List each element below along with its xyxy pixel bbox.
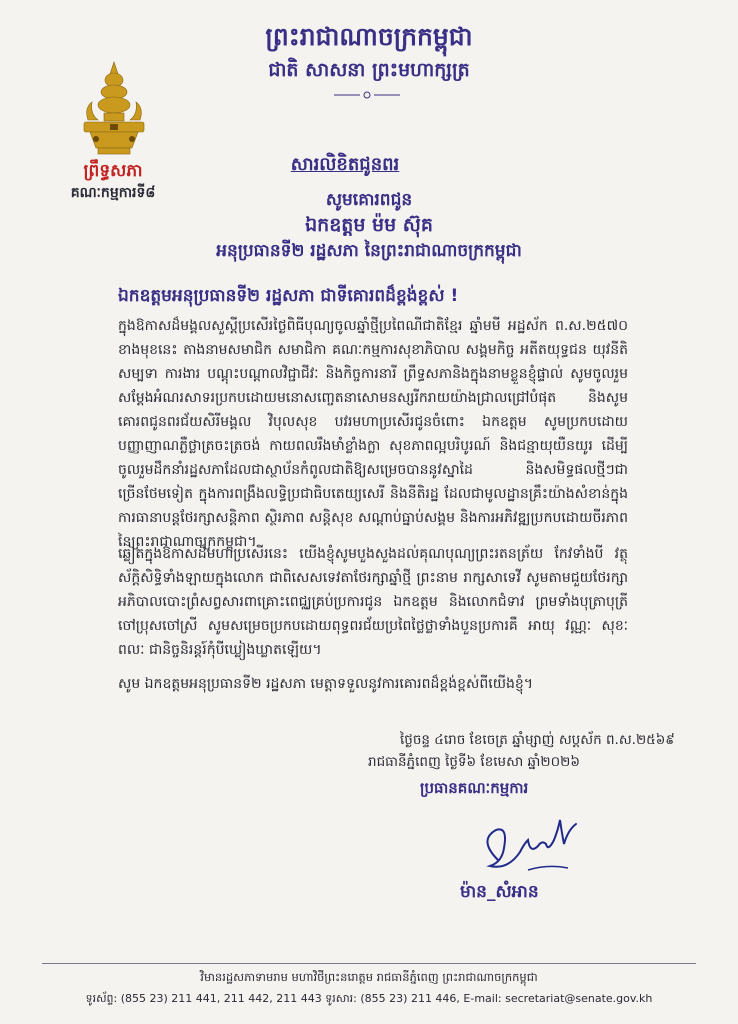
recipient-name: ឯកឧត្តម ម៉ម ស៊ុគ	[305, 214, 433, 236]
letter-title: សារលិខិតជូនពរ	[290, 154, 400, 175]
national-motto: ជាតិ សាសនា ព្រះមហាក្សត្រ	[268, 59, 470, 81]
place-date: រាជធានីភ្នំពេញ ថ្ងៃទី៦ ខែមេសា ឆ្នាំ២០២៦	[368, 754, 580, 770]
lunar-date: ថ្ងៃចន្ទ ៤រោច ខែចេត្រ ឆ្នាំម្សាញ់ សប្តស័ក ព.ស.២៥៦៩	[400, 732, 675, 748]
kingdom-title: ព្រះរាជាណាចក្រកម្ពុជា	[265, 22, 473, 51]
senate-emblem-icon	[74, 58, 154, 158]
sender-org-name: ព្រឹទ្ធសភា	[83, 161, 143, 181]
salutation: ឯកឧត្តមអនុប្រធានទី២ រដ្ឋសភា ជាទីគោរពដ៏ខ្ពង់ខ្ពស់ !	[118, 286, 459, 306]
body-paragraph-1: ក្នុងឱកាសដ៏មង្គលសួស្តីប្រសើរថ្ងៃពិធីបុណ្យចូលឆ្នាំថ្មីប្រពៃណីជាតិខ្មែរ ឆ្នាំមមី អដ្ឋស័ក ព.ស.២៥៧០ ខាងមុខនេះ តាងនាមសមាជិក សមាជិកា គណៈកម្មការសុខាភិបាល សង្គមកិច្ច អតីតយុទ្ធជន យុវនីតិសម្បទា ការងារ បណ្តុះបណ្តាលវិជ្ជាជីវៈ និងកិច្ចការនារី ព្រឹទ្ធសភានិងក្នុងនាមខ្លួនខ្ញុំផ្ទាល់ សូមចូលរួមសម្តែងអំណរសាទរប្រកបដោយមនោសញ្ចេតនាសោមនស្សរីករាយយ៉ាងជ្រាលជ្រៅបំផុត និងសូមគោរពជូនពរជ័យសិរីមង្គល វិបុលសុខ បវរមហាប្រសើរជូនចំពោះ ឯកឧត្តម សូមប្រកបដោយបញ្ញាញាណភ្លឺថ្លាត្រចះត្រចង់ កាយពលរឹងមាំខ្លាំងក្លា សុខភាពល្អបរិបូរណ៍ និងជន្មាយុយឺនយូរ ដើម្បីចូលរួមដឹកនាំរដ្ឋសភាដែលជាស្ថាប័នកំពូលជាតិឱ្យសម្រេចបាននូវស្នាដៃ និងសមិទ្ធផលថ្មីៗជាច្រើនថែមទៀត ក្នុងការពង្រឹងលទ្ធិប្រជាធិបតេយ្យសេរី និងនីតិរដ្ឋ ដែលជាមូលដ្ឋានគ្រឹះយ៉ាងសំខាន់ក្នុងការធានាបន្តថែរក្សាសន្តិភាព ស្ថិរភាព សន្តិសុខ សណ្តាប់ធ្នាប់សង្គម និងការអភិវឌ្ឍប្រកបដោយចីរភាព នៃព្រះរាជាណាចក្រកម្ពុជា។	[118, 318, 628, 550]
footer-divider	[42, 963, 696, 964]
footer-address: វិមានរដ្ឋសភាទាមរាម មហាវិថីព្រះនរោត្តម រាជធានីភ្នំពេញ ព្រះរាជាណាចក្រកម្ពុជា	[200, 970, 538, 984]
signer-name: ម៉ាន_សំអាន	[460, 882, 539, 902]
sender-committee: គណៈកម្មការទី៨	[70, 185, 156, 201]
body-paragraph-2: ឆ្លៀតក្នុងឱកាសដ៏មហាប្រសើរនេះ យើងខ្ញុំសូមបួងសួងដល់គុណបុណ្យព្រះរតនត្រ័យ កែវទាំងបី វត្ថុស័ក្តិសិទ្ធិទាំងឡាយក្នុងលោក ជាពិសេសទេវតាថែរក្សាឆ្នាំថ្មី ព្រះនាម រាក្សសាទេវី សូមតាមជួយថែរក្សាអភិបាលបោះព្រំសព្វសារពាគ្រោះពេជ្ឈគ្រប់ប្រការជូន ឯកឧត្តម និងលោកជំទាវ ព្រមទាំងបុត្រាបុត្រី ចៅប្រុសចៅស្រី សូមសម្រេចប្រកបដោយពុទ្ធពរជ័យប្រពៃថ្លៃថ្លាទាំងបួនប្រការគឺ អាយុ វណ្ណៈ សុខៈ ពលៈ ជានិច្ចនិរន្តរ៍កុំបីឃ្លៀងឃ្លាតឡើយ។	[118, 546, 628, 658]
footer-contact: ទូរស័ព្ទ: (855 23) 211 441, 211 442, 211 443 ទូរសារ: (855 23) 211 446, E-mail: secretariat@senate.gov.kh	[85, 992, 653, 1005]
chair-title: ប្រធានគណៈកម្មការ	[420, 779, 529, 797]
body-paragraph-3: សូម ឯកឧត្តមអនុប្រធានទី២ រដ្ឋសភា មេត្តាទទួលនូវការគោរពដ៏ខ្ពង់ខ្ពស់ពីយើងខ្ញុំ។	[118, 676, 534, 692]
recipient-title: អនុប្រធានទី២ រដ្ឋសភា នៃព្រះរាជាណាចក្រកម្ពុជា	[216, 241, 522, 261]
address-line-1: សូមគោរពជូន	[325, 190, 413, 210]
header-ornament-icon	[332, 90, 402, 100]
